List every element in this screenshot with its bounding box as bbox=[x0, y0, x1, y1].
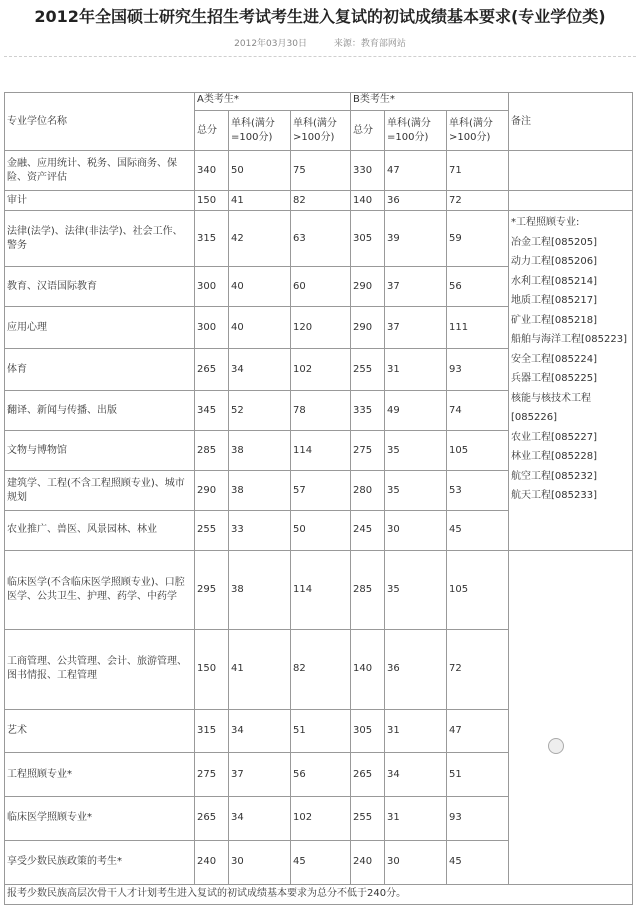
b-single-100: 36 bbox=[385, 630, 447, 709]
a-total: 315 bbox=[195, 211, 229, 267]
b-total: 245 bbox=[351, 511, 385, 551]
b-total: 280 bbox=[351, 471, 385, 511]
a-single-gt100: 102 bbox=[291, 349, 351, 391]
header-group-b: B类考生* bbox=[351, 93, 509, 111]
a-single-100: 37 bbox=[229, 753, 291, 797]
b-single-100: 36 bbox=[385, 191, 447, 211]
major-name: 建筑学、工程(不含工程照顾专业)、城市规划 bbox=[5, 471, 195, 511]
b-total: 305 bbox=[351, 211, 385, 267]
b-total: 265 bbox=[351, 753, 385, 797]
a-single-gt100: 102 bbox=[291, 797, 351, 841]
a-total: 295 bbox=[195, 550, 229, 629]
table-row bbox=[5, 191, 633, 211]
a-single-gt100: 114 bbox=[291, 550, 351, 629]
score-requirements-table bbox=[4, 92, 633, 905]
a-single-100: 41 bbox=[229, 630, 291, 709]
a-single-gt100: 78 bbox=[291, 391, 351, 431]
b-single-gt100: 59 bbox=[447, 211, 509, 267]
b-total: 305 bbox=[351, 709, 385, 753]
note-line: 林业工程[085228] bbox=[511, 451, 597, 462]
article-meta bbox=[0, 36, 640, 49]
b-single-gt100: 71 bbox=[447, 151, 509, 191]
header-notes: 备注 bbox=[509, 93, 633, 151]
a-single-gt100: 45 bbox=[291, 840, 351, 884]
a-total: 265 bbox=[195, 349, 229, 391]
major-name: 文物与博物馆 bbox=[5, 431, 195, 471]
header-divider bbox=[4, 56, 636, 57]
notes-cell-empty bbox=[509, 151, 633, 191]
b-single-100: 47 bbox=[385, 151, 447, 191]
b-single-100: 35 bbox=[385, 431, 447, 471]
b-single-gt100: 74 bbox=[447, 391, 509, 431]
article-source: 来源：教育部网站 bbox=[333, 39, 406, 49]
b-single-gt100: 72 bbox=[447, 191, 509, 211]
b-single-100: 35 bbox=[385, 550, 447, 629]
note-line: [085226] bbox=[511, 412, 557, 423]
b-single-gt100: 45 bbox=[447, 511, 509, 551]
header-group-a: A类考生* bbox=[195, 93, 351, 111]
notes-engineering bbox=[509, 211, 633, 551]
table-footnote: 报考少数民族高层次骨干人才计划考生进入复试的初试成绩基本要求为总分不低于240分。 bbox=[5, 884, 633, 904]
b-total: 290 bbox=[351, 307, 385, 349]
a-single-gt100: 57 bbox=[291, 471, 351, 511]
a-single-gt100: 82 bbox=[291, 191, 351, 211]
a-single-100: 38 bbox=[229, 471, 291, 511]
b-single-gt100: 53 bbox=[447, 471, 509, 511]
a-total: 285 bbox=[195, 431, 229, 471]
note-line: 安全工程[085224] bbox=[511, 353, 597, 365]
b-single-100: 37 bbox=[385, 307, 447, 349]
header-a-single-gt100: 单科(满分>100分) bbox=[291, 111, 351, 151]
major-name: 工商管理、公共管理、会计、旅游管理、图书情报、工程管理 bbox=[5, 630, 195, 709]
header-a-total: 总分 bbox=[195, 111, 229, 151]
a-single-100: 34 bbox=[229, 797, 291, 841]
note-line: 航天工程[085233] bbox=[511, 490, 597, 501]
a-single-100: 34 bbox=[229, 349, 291, 391]
b-single-gt100: 111 bbox=[447, 307, 509, 349]
header-major-name: 专业学位名称 bbox=[5, 93, 195, 151]
major-name: 金融、应用统计、税务、国际商务、保险、资产评估 bbox=[5, 151, 195, 191]
b-single-100: 30 bbox=[385, 511, 447, 551]
a-single-gt100: 60 bbox=[291, 267, 351, 307]
table-row bbox=[5, 550, 633, 629]
b-single-100: 34 bbox=[385, 753, 447, 797]
note-line: 矿业工程[085218] bbox=[511, 314, 597, 326]
a-single-gt100: 114 bbox=[291, 431, 351, 471]
major-name: 工程照顾专业* bbox=[5, 753, 195, 797]
table-row bbox=[5, 630, 633, 709]
note-line: 水利工程[085214] bbox=[511, 275, 597, 287]
a-single-gt100: 75 bbox=[291, 151, 351, 191]
a-single-100: 30 bbox=[229, 840, 291, 884]
a-total: 240 bbox=[195, 840, 229, 884]
major-name: 临床医学照顾专业* bbox=[5, 797, 195, 841]
b-total: 290 bbox=[351, 267, 385, 307]
major-name: 应用心理 bbox=[5, 307, 195, 349]
note-line: 农业工程[085227] bbox=[511, 431, 597, 443]
b-single-gt100: 93 bbox=[447, 797, 509, 841]
a-total: 300 bbox=[195, 307, 229, 349]
b-total: 140 bbox=[351, 630, 385, 709]
a-single-100: 42 bbox=[229, 211, 291, 267]
note-line: 核能与核技术工程 bbox=[511, 392, 592, 404]
b-single-100: 31 bbox=[385, 709, 447, 753]
watermark bbox=[548, 734, 638, 758]
note-line: 航空工程[085232] bbox=[511, 470, 597, 482]
b-single-gt100: 45 bbox=[447, 840, 509, 884]
table-row bbox=[5, 151, 633, 191]
table-row bbox=[5, 797, 633, 841]
b-single-gt100: 72 bbox=[447, 630, 509, 709]
note-line: 冶金工程[085205] bbox=[511, 236, 597, 248]
a-total: 255 bbox=[195, 511, 229, 551]
wechat-watermark-icon bbox=[548, 738, 564, 754]
a-single-100: 34 bbox=[229, 709, 291, 753]
b-single-gt100: 51 bbox=[447, 753, 509, 797]
header-b-total: 总分 bbox=[351, 111, 385, 151]
note-line: 船舶与海洋工程[085223] bbox=[511, 334, 627, 345]
notes-cell-empty bbox=[509, 191, 633, 211]
a-total: 150 bbox=[195, 630, 229, 709]
a-single-100: 52 bbox=[229, 391, 291, 431]
b-single-gt100: 47 bbox=[447, 709, 509, 753]
major-name: 翻译、新闻与传播、出版 bbox=[5, 391, 195, 431]
major-name: 法律(法学)、法律(非法学)、社会工作、警务 bbox=[5, 211, 195, 267]
a-total: 340 bbox=[195, 151, 229, 191]
a-single-gt100: 63 bbox=[291, 211, 351, 267]
b-single-100: 31 bbox=[385, 349, 447, 391]
a-single-gt100: 120 bbox=[291, 307, 351, 349]
header-b-single-100: 单科(满分=100分) bbox=[385, 111, 447, 151]
b-single-100: 39 bbox=[385, 211, 447, 267]
b-total: 335 bbox=[351, 391, 385, 431]
note-line: 动力工程[085206] bbox=[511, 256, 597, 267]
header-b-single-gt100: 单科(满分>100分) bbox=[447, 111, 509, 151]
a-total: 290 bbox=[195, 471, 229, 511]
b-single-gt100: 93 bbox=[447, 349, 509, 391]
b-single-100: 35 bbox=[385, 471, 447, 511]
b-single-gt100: 105 bbox=[447, 550, 509, 629]
b-total: 285 bbox=[351, 550, 385, 629]
a-single-gt100: 51 bbox=[291, 709, 351, 753]
b-single-gt100: 105 bbox=[447, 431, 509, 471]
note-line: 兵器工程[085225] bbox=[511, 373, 597, 384]
a-single-100: 40 bbox=[229, 267, 291, 307]
a-single-gt100: 82 bbox=[291, 630, 351, 709]
a-single-100: 33 bbox=[229, 511, 291, 551]
major-name: 艺术 bbox=[5, 709, 195, 753]
a-single-gt100: 56 bbox=[291, 753, 351, 797]
b-total: 330 bbox=[351, 151, 385, 191]
b-total: 140 bbox=[351, 191, 385, 211]
a-total: 315 bbox=[195, 709, 229, 753]
a-single-100: 50 bbox=[229, 151, 291, 191]
a-total: 345 bbox=[195, 391, 229, 431]
b-single-100: 30 bbox=[385, 840, 447, 884]
b-single-100: 49 bbox=[385, 391, 447, 431]
major-name: 农业推广、兽医、风景园林、林业 bbox=[5, 511, 195, 551]
a-single-100: 41 bbox=[229, 191, 291, 211]
major-name: 体育 bbox=[5, 349, 195, 391]
page-title: 2012年全国硕士研究生招生考试考生进入复试的初试成绩基本要求(专业学位类) bbox=[34, 7, 606, 26]
note-line: *工程照顾专业: bbox=[511, 217, 580, 228]
a-single-100: 38 bbox=[229, 431, 291, 471]
header-a-single-100: 单科(满分=100分) bbox=[229, 111, 291, 151]
major-name: 临床医学(不含临床医学照顾专业)、口腔医学、公共卫生、护理、药学、中药学 bbox=[5, 550, 195, 629]
major-name: 教育、汉语国际教育 bbox=[5, 267, 195, 307]
b-total: 240 bbox=[351, 840, 385, 884]
a-single-100: 38 bbox=[229, 550, 291, 629]
b-total: 255 bbox=[351, 349, 385, 391]
a-total: 265 bbox=[195, 797, 229, 841]
publish-date: 2012年03月30日 bbox=[234, 39, 307, 49]
a-total: 150 bbox=[195, 191, 229, 211]
a-total: 300 bbox=[195, 267, 229, 307]
table-row bbox=[5, 211, 633, 267]
b-single-100: 37 bbox=[385, 267, 447, 307]
major-name: 审计 bbox=[5, 191, 195, 211]
table-row bbox=[5, 753, 633, 797]
a-single-100: 40 bbox=[229, 307, 291, 349]
table-row bbox=[5, 840, 633, 884]
a-total: 275 bbox=[195, 753, 229, 797]
note-line: 地质工程[085217] bbox=[511, 295, 597, 306]
b-single-gt100: 56 bbox=[447, 267, 509, 307]
a-single-gt100: 50 bbox=[291, 511, 351, 551]
b-single-100: 31 bbox=[385, 797, 447, 841]
b-total: 255 bbox=[351, 797, 385, 841]
major-name: 享受少数民族政策的考生* bbox=[5, 840, 195, 884]
b-total: 275 bbox=[351, 431, 385, 471]
table-row bbox=[5, 709, 633, 753]
